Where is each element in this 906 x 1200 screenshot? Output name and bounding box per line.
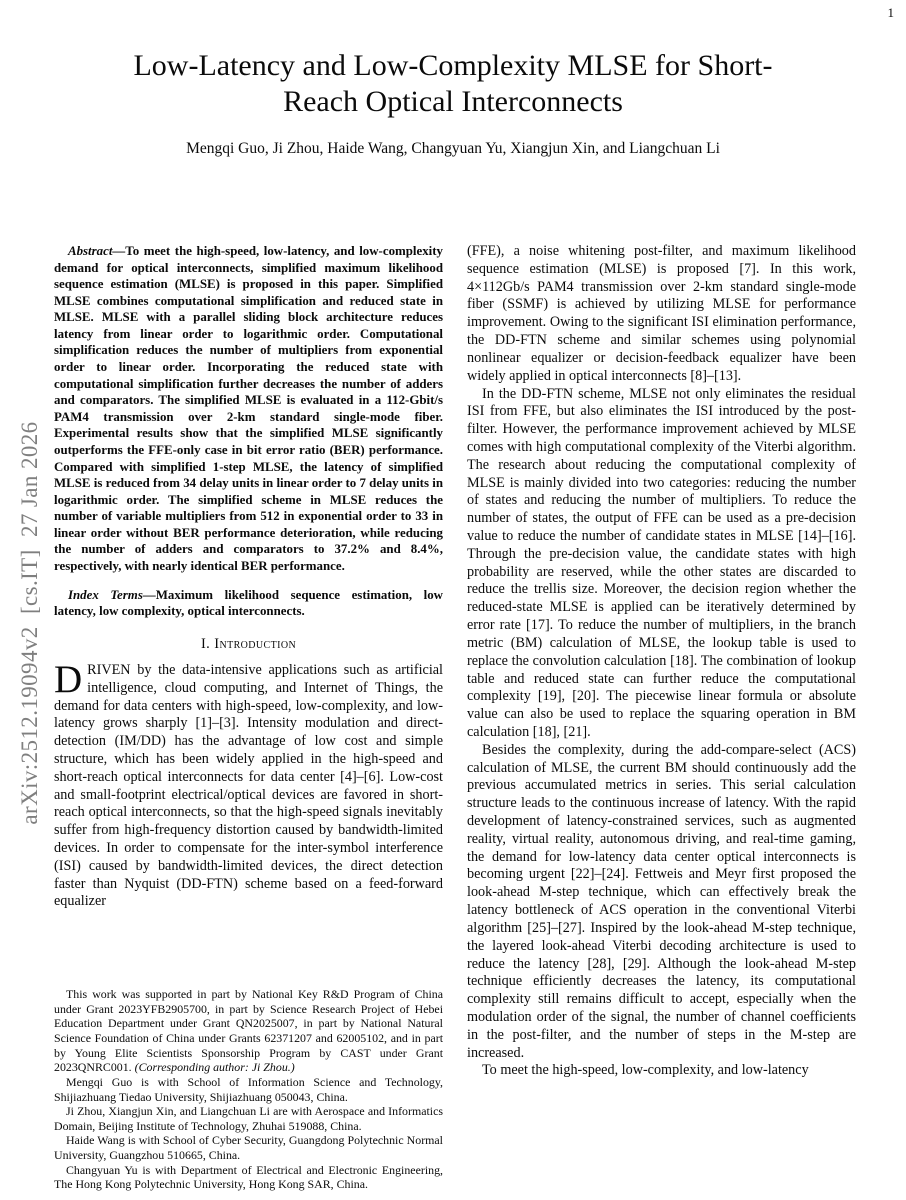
page-number: 1 — [887, 5, 894, 20]
footnote-funding — [54, 987, 443, 1075]
body-paragraph: Besides the complexity, during the add-compare-select (ACS) calculation of MLSE, the current BM should continuously add the previous accumulated metrics in series. This serial calculation structure leads to the continuous increase of latency. With the rapid development of latency-constrained services, such as augmented reality, virtual reality, autonomous driving, and real-time gaming, the demand for low-latency data center optical interconnects is becoming urgent [22]–[24]. Fettweis and Meyr first proposed the look-ahead M-step technique, which can effectively break the latency bottleneck of ACS operation in the conventional Viterbi algorithm [25]–[27]. Inspired by the look-ahead M-step technique, the layered look-ahead Viterbi decoding architecture is used to reduce the latency [28], [29]. Although the look-ahead M-step technique efficiently decreases the latency, its computational complexity still remains difficult to accept, especially when the modulation order of the signal, the number of channel coefficients in the post-filter, and the number of steps in the M-step are increased. — [467, 741, 856, 1061]
intro-paragraph — [54, 657, 443, 911]
index-terms-text: Maximum likelihood sequence estimation, low latency, low complexity, optical interconnects. — [54, 587, 443, 619]
paper-title: Low-Latency and Low-Complexity MLSE for Short-Reach Optical Interconnects — [133, 49, 773, 118]
authors-line: Mengqi Guo, Ji Zhou, Haide Wang, Changyuan Yu, Xiangjun Xin, and Liangchuan Li — [186, 140, 720, 157]
body-paragraph: To meet the high-speed, low-complexity, and low-latency — [482, 1062, 809, 1079]
corresponding-author-note: (Corresponding author: Ji Zhou.) — [134, 1060, 295, 1075]
footnote-affiliation: Mengqi Guo is with School of Information Science and Technology, Shijiazhuang Tiedao University, Shijiazhuang 050043, China. — [54, 1074, 443, 1104]
arxiv-watermark: arXiv:2512.19094v2 [cs.IT] 27 Jan 2026 — [17, 421, 42, 825]
index-terms-paragraph — [54, 587, 443, 620]
two-column-body — [54, 243, 856, 1192]
intro-paragraph-text: RIVEN by the data-intensive applications such as artificial intelligence, cloud computing, and Internet of Things, the demand for data centers with high-speed, low-complexity, and low-latency grows sharply [1]–[3]. Intensity modulation and direct-detection (IM/DD) has the advantage of low cost and simple structure, which has been widely applied in the high-speed and short-reach optical interconnects for data center [4]–[6]. Low-cost and small-footprint electrical/optical devices are favored in short-reach optical interconnects, so that the high-speed signals inevitably suffer from high-frequency distortion caused by bandwidth-limited devices. In order to compensate for the inter-symbol interference (ISI) caused by bandwidth-limited devices, the direct detection faster than Nyquist (DD-FTN) scheme based on a feed-forward equalizer — [54, 661, 443, 910]
left-column — [54, 243, 443, 1192]
footnote-affiliation: Ji Zhou, Xiangjun Xin, and Liangchuan Li are with Aerospace and Informatics Domain, Beijing Institute of Technology, Zhuhai 519088, China. — [54, 1104, 443, 1133]
abstract-paragraph — [54, 243, 443, 575]
abstract-label: Abstract— — [68, 244, 126, 258]
footnotes-block — [54, 987, 443, 1192]
abstract-text: To meet the high-speed, low-latency, and low-complexity demand for optical interconnects, simplified maximum likelihood sequence estimation (MLSE) is proposed in this paper. Simplified MLSE combines computational simplification and reduced state in MLSE. MLSE with a parallel sliding block architecture reduces latency from linear order to logarithmic order. Computational simplification reduces the number of multipliers from exponential order to linear order. Incorporating the reduced state with computational simplification further decreases the number of adders and comparators. The simplified MLSE is evaluated in a 112-Gbit/s PAM4 transmission over 2-km standard single-mode fiber. Experimental results show that the simplified MLSE significantly outperforms the FFE-only case in bit error ratio (BER) performance. Compared with simplified 1-step MLSE, the latency of simplified MLSE is reduced from 34 delay units in linear order to 7 delay units in logarithmic order. The simplified scheme in MLSE reduces the number of variable multipliers from 512 in exponential order to 33 in linear order without BER performance deterioration, while reducing the number of adders and comparators to 37.2% and 8.4%, respectively, with nearly identical BER performance. — [54, 244, 443, 573]
body-paragraph: (FFE), a noise whitening post-filter, and maximum likelihood sequence estimation (MLSE) is proposed [7]. In this work, 4×112Gb/s PAM4 transmission over 2-km standard single-mode fiber (SSMF) is achieved by utilizing MLSE for performance improvement. Owing to the significant ISI elimination performance, the DD-FTN scheme and similar schemes using polynomial nonlinear equalizer or decision-feedback equalizer have been widely applied in optical interconnects [8]–[13]. — [467, 243, 856, 384]
footnote-affiliation: Haide Wang is with School of Cyber Security, Guangdong Polytechnic Normal University, Guangzhou 510665, China. — [54, 1133, 443, 1163]
section-heading-introduction: I. Introduction — [200, 635, 297, 652]
footnote-affiliation: Changyuan Yu is with Department of Electrical and Electronic Engineering, The Hong Kong Polytechnic University, Hong Kong SAR, China. — [54, 1162, 443, 1192]
body-paragraph: In the DD-FTN scheme, MLSE not only eliminates the residual ISI from FFE, but also eliminates the ISI introduced by the post-filter. However, the performance improvement achieved by MLSE comes with high computational complexity of the Viterbi algorithm. The research about reducing the computational complexity of MLSE is mainly divided into two categories: reducing the number of states and reducing the number of multipliers. To reduce the number of states, the output of FFE can be used as a pre-decision value to reduce the number of candidate states in MLSE [14]–[16]. Through the pre-decision value, the candidate states with high probability are reserved, while the other states are discarded to reduce the trellis size. Moreover, the decision region whether the reduced-state MLSE is applied can be iteratively determined by error rate [17]. To reduce the number of multipliers, in the branch metric (BM) calculation of MLSE, the lookup table is used to replace the convolution calculation [18]. The combination of lookup table and reduced state can further reduce the computational complexity [19], [20]. The piecewise linear formula or absolute value can also be used to replace the squaring operation in BM calculation [18], [21]. — [467, 385, 856, 740]
footnote-funding-text: This work was supported in part by National Key R&D Program of China under Grant 2023YFB2905700, in part by Science Research Project of Hebei Education Department under Grant QN2025007, in part by National Natural Science Foundation of China under Grants 62371207 and 62005102, and in part by Young Elite Scientists Sponsorship Program by CAST under Grant 2023QNRC001. — [54, 987, 443, 1075]
index-terms-label: Index Terms— — [68, 587, 156, 602]
intro-dropcap: D — [54, 657, 83, 701]
right-column — [467, 243, 856, 1192]
